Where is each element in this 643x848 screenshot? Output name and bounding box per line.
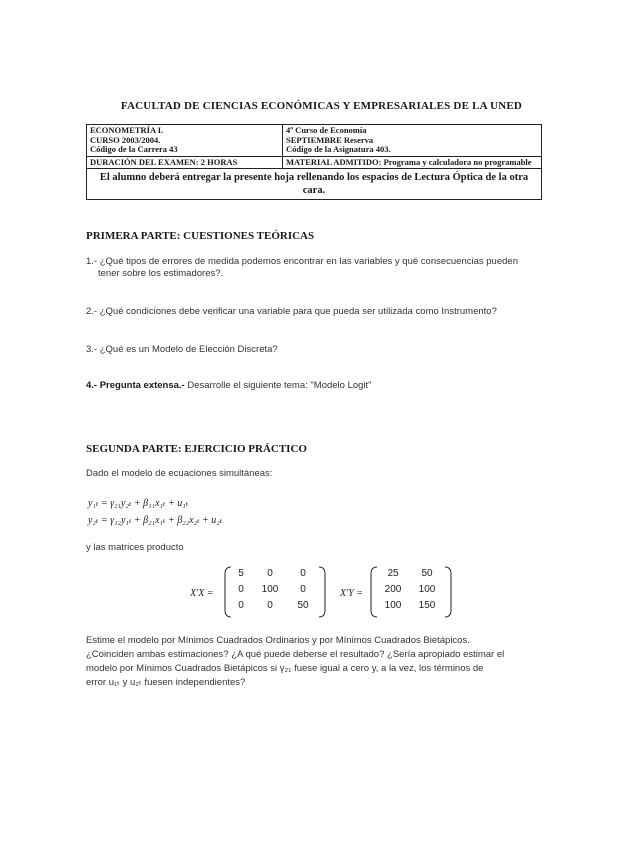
xy-right-bracket [444,566,452,618]
question-4-label: 4.- Pregunta extensa.- [86,380,185,391]
matrix-cell: 0 [267,600,273,611]
question-1-line2: tener sobre los estimadores?. [98,268,224,279]
equation-2: y₂ₜ = γ₁₂y₁ₜ + β₂₁x₁ₜ + β₂₂x₂ₜ + u₂ₜ [88,515,223,526]
matrix-cell: 200 [384,584,402,595]
matrix-cell: 0 [238,600,244,611]
question-4 [86,380,542,392]
question-1 [86,256,542,280]
material-cell: MATERIAL ADMITIDO: Programa y calculadora no programable [283,156,542,169]
exercise-questions [86,634,542,690]
subject-name: ECONOMETRÍA I. [90,125,164,135]
xx-matrix [230,568,318,611]
matrix-cell: 50 [421,568,433,579]
exam-info-table [86,124,542,200]
exam-info-cell [283,125,542,157]
exercise-line-1: Estime el modelo por Mínimos Cuadrados Ordinarios y por Mínimos Cuadrados Bietápicos. [86,635,470,646]
xx-label: X'X = [190,588,214,599]
part1-title: PRIMERA PARTE: CUESTIONES TEÓRICAS [86,230,315,242]
question-1-line1: 1.- ¿Qué tipos de errores de medida podemos encontrar en las variables y qué consecuencias pueden [86,256,518,267]
matrix-cell: 50 [297,600,309,611]
matrix-cell: 0 [238,584,244,595]
matrix-cell: 5 [238,568,244,579]
course-level: 4º Curso de Economía [286,125,367,135]
career-code: Código de la Carrera 43 [90,144,178,154]
part2-title: SEGUNDA PARTE: EJERCICIO PRÁCTICO [86,443,307,455]
xy-matrix [376,568,444,611]
course-info-cell [87,125,283,157]
matrix-cell: 100 [418,584,436,595]
matrix-cell: 25 [387,568,399,579]
matrix-cell: 0 [267,568,273,579]
exam-session: SEPTIEMBRE Reserva [286,134,374,145]
optical-reading-notice: El alumno deberá entregar la presente hoja rellenando los espacios de Lectura Óptica de la otra cara. [87,169,542,200]
exercise-line-3: modelo por Mínimos Cuadrados Bietápicos si γ₂₁ fuese igual a cero y, a la vez, los términos de [86,663,484,674]
faculty-title: FACULTAD DE CIENCIAS ECONÓMICAS Y EMPRESARIALES DE LA UNED [120,100,523,112]
equation-1: y₁ₜ = γ₂₁y₂ₜ + β₁₁x₁ₜ + u₁ₜ [88,498,189,509]
question-3: 3.- ¿Qué es un Modelo de Elección Discreta? [86,344,278,355]
model-intro: Dado el modelo de ecuaciones simultáneas: [86,468,273,479]
question-4-text: Desarrolle el siguiente tema: "Modelo Logit" [184,380,372,391]
duration-cell: DURACIÓN DEL EXAMEN: 2 HORAS [87,156,283,169]
xx-right-bracket [318,566,326,618]
xy-label: X'Y = [340,588,364,599]
exercise-line-4: error u₁ₜ y u₂ₜ fuesen independientes? [86,677,246,688]
course-year: CURSO 2003/2004. [90,134,161,145]
matrix-cell: 150 [418,600,436,611]
matrix-cell: 100 [384,600,402,611]
matrix-cell: 0 [300,568,306,579]
matrices-intro: y las matrices producto [86,542,184,553]
exercise-line-2: ¿Coinciden ambas estimaciones? ¿A qué puede deberse el resultado? ¿Sería apropiado estimar el [86,649,505,660]
question-2: 2.- ¿Qué condiciones debe verificar una variable para que pueda ser utilizada como Instrumento? [86,306,497,317]
matrix-cell: 100 [261,584,279,595]
subject-code: Código de la Asignatura 403. [286,144,391,154]
matrix-cell: 0 [300,584,306,595]
